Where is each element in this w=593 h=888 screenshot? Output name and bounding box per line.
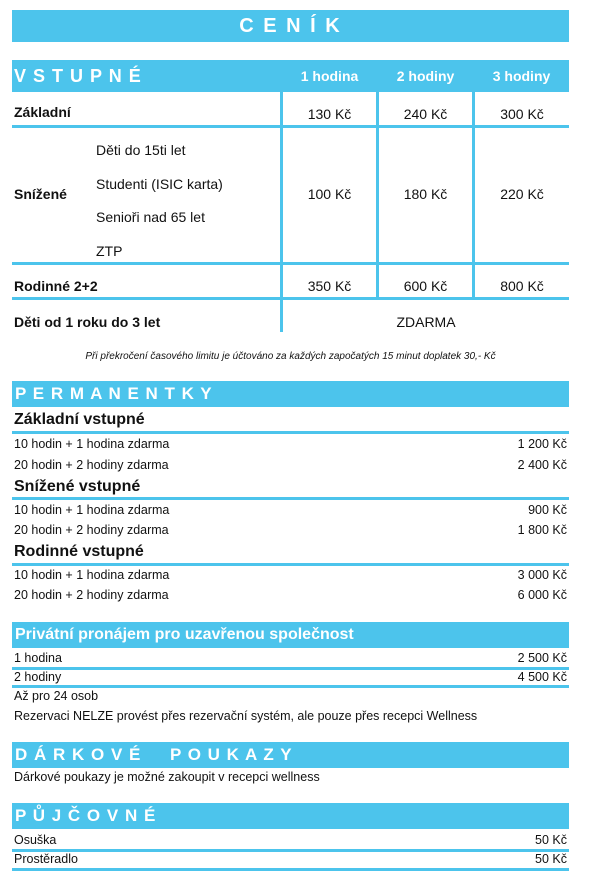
rental-header: P Ů J Č O V N É [12,803,569,829]
private-row-2-label: 2 hodiny [14,670,62,684]
private-header: Privátní pronájem pro uzavřenou společnost [12,622,569,648]
row-rule [12,868,569,871]
passes-group-title-reduced: Snížené vstupné [14,478,141,495]
vouchers-header: D Á R K O V É P O U K A Z Y [12,742,569,768]
passes-header: P E R M A N E N T K Y [12,381,569,407]
price-basic-3: 300 Kč [500,106,544,122]
passes-family-row-2-label: 20 hodin + 2 hodiny zdarma [14,588,169,602]
column-2-hours: 2 hodiny [396,68,455,84]
price-toddlers: ZDARMA [396,314,456,330]
row-label-toddlers: Děti od 1 roku do 3 let [14,314,161,330]
passes-basic-row-2-price: 2 400 Kč [517,458,567,472]
section-rule [12,431,569,434]
row-rule [12,262,569,265]
row-label-basic: Základní [14,104,71,120]
passes-family-row-2-price: 6 000 Kč [517,588,567,602]
passes-reduced-row-1-price: 900 Kč [528,503,567,517]
private-row-2-price: 4 500 Kč [517,670,567,684]
reduced-group-students: Studenti (ISIC karta) [96,176,223,192]
time-limit-note: Při překročení časového limitu je účtováno za každých započatých 15 minut doplatek 30,- Kč [85,351,496,362]
passes-family-row-1-price: 3 000 Kč [517,568,567,582]
column-3-hours: 3 hodiny [492,68,551,84]
row-label-family: Rodinné 2+2 [14,278,98,294]
passes-family-row-1-label: 10 hodin + 1 hodina zdarma [14,568,170,582]
passes-basic-row-2-label: 20 hodin + 2 hodiny zdarma [14,458,169,472]
price-reduced-3: 220 Kč [500,186,544,202]
passes-basic-row-1-label: 10 hodin + 1 hodina zdarma [14,437,170,451]
price-reduced-2: 180 Kč [403,186,448,202]
row-rule [12,297,569,300]
passes-reduced-row-2-price: 1 800 Kč [517,523,567,537]
price-family-3: 800 Kč [500,278,544,294]
rental-row-1-price: 50 Kč [535,833,567,847]
row-rule [12,125,569,128]
passes-reduced-row-2-label: 20 hodin + 2 hodiny zdarma [14,523,169,537]
rental-row-2-price: 50 Kč [535,852,567,866]
private-row-1-label: 1 hodina [14,651,62,665]
price-reduced-1: 100 Kč [307,186,352,202]
private-reservation-note: Rezervaci NELZE provést přes rezervační systém, ale pouze přes recepci Wellness [14,709,478,723]
page-title: C E N Í K [12,10,569,42]
private-row-1-price: 2 500 Kč [517,651,567,665]
passes-reduced-row-1-label: 10 hodin + 1 hodina zdarma [14,503,170,517]
section-rule [12,497,569,500]
vouchers-text: Dárkové poukazy je možné zakoupit v recepci wellness [14,770,320,784]
price-family-2: 600 Kč [403,278,448,294]
rental-row-1-label: Osuška [14,833,57,847]
reduced-group-children: Děti do 15ti let [96,142,186,158]
passes-group-title-basic: Základní vstupné [14,411,145,428]
private-capacity-note: Až pro 24 osob [14,689,99,703]
row-rule [12,685,569,688]
column-1-hour: 1 hodina [300,68,359,84]
rental-row-2-label: Prostěradlo [14,852,78,866]
reduced-group-seniors: Senioři nad 65 let [96,209,205,225]
table-divider [280,92,283,332]
passes-basic-row-1-price: 1 200 Kč [517,437,567,451]
reduced-group-ztp: ZTP [96,243,123,259]
price-family-1: 350 Kč [307,278,352,294]
price-basic-2: 240 Kč [403,106,448,122]
price-basic-1: 130 Kč [307,106,352,122]
row-label-reduced: Snížené [14,186,67,202]
section-rule [12,563,569,566]
entry-header: V S T U P N É [14,66,142,86]
passes-group-title-family: Rodinné vstupné [14,543,144,560]
